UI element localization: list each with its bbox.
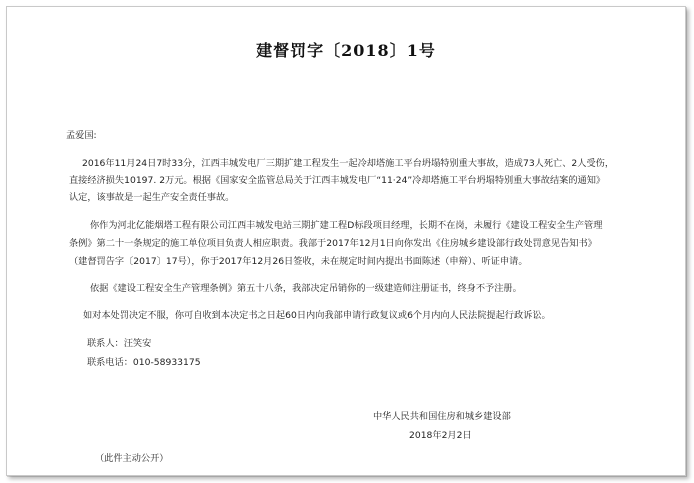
contact-phone: 联系电话：010-58933175 [87,357,201,368]
salutation: 孟爱国: [66,130,97,141]
paragraph-1-line-3: 认定，该事故是一起生产安全责任事故。 [69,192,235,203]
issuing-authority: 中华人民共和国住房和城乡建设部 [373,411,511,422]
paragraph-4-line-1: 如对本处罚决定不服，你可自收到本决定书之日起60日内向我部申请行政复议或6个月内向人民法院提起行政诉讼。 [83,310,551,321]
document-page [6,6,686,476]
paragraph-2-line-1: 你作为河北亿能烟塔工程有限公司江西丰城发电站三期扩建工程D标段项目经理，长期不在岗，未履行《建设工程安全生产管理 [90,220,603,231]
paragraph-2-line-3: （建督罚告字〔2017〕17号），你于2017年12月26日签收，未在规定时间内提出书面陈述（申辩）、听证申请。 [69,256,528,267]
contact-person: 联系人：汪笑安 [87,338,152,349]
document-title: 建督罚字〔2018〕1号 [256,41,436,60]
paragraph-1-line-2: 直接经济损失10197. 2万元。根据《国家安全监管总局关于江西丰城发电厂“11·24”冷却塔施工平台坍塌特别重大事故结案的通知》 [69,175,606,186]
paragraph-3-line-1: 依据《建设工程安全生产管理条例》第五十八条，我部决定吊销你的一级建造师注册证书，终身不予注册。 [90,283,522,294]
paragraph-2-line-2: 条例》第二十一条规定的施工单位项目负责人相应职责。我部于2017年12月1日向你发出《住房城乡建设部行政处罚意见告知书》 [69,238,597,249]
public-disclosure-note: （此件主动公开） [95,453,169,464]
paragraph-1-line-1: 2016年11月24日7时33分，江西丰城发电厂三期扩建工程发生一起冷却塔施工平台坍塌特别重大事故，造成73人死亡、2人受伤， [82,158,615,169]
issue-date: 2018年2月2日 [409,430,472,441]
